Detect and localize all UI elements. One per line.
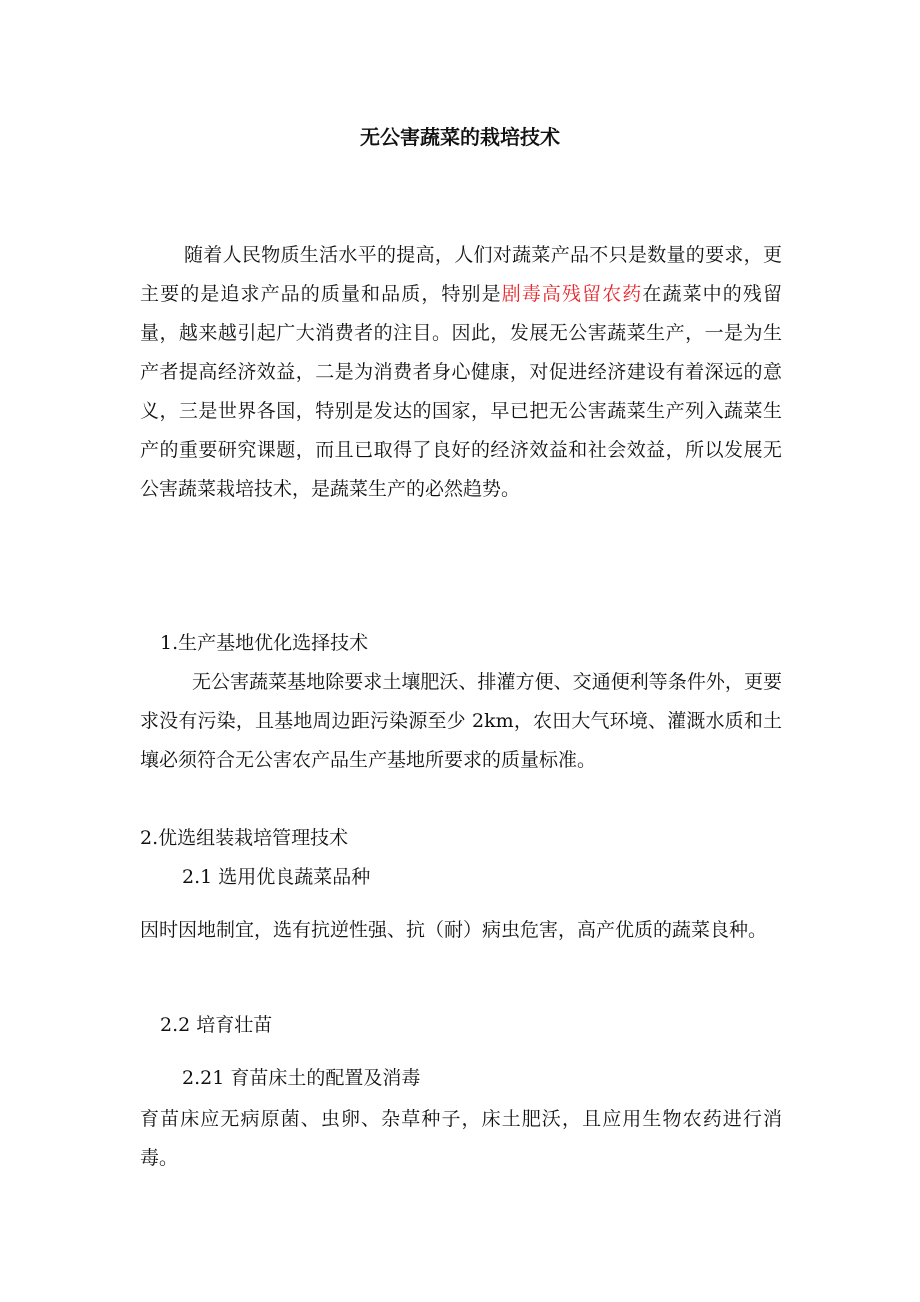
section-2-2-1-heading: 2.21 育苗床土的配置及消毒 xyxy=(182,1067,421,1089)
section-2-2-heading: 2.2 培育壮苗 xyxy=(160,1014,273,1036)
section-2-1-body: 因时因地制宜，选有抗逆性强、抗（耐）病虫危害，高产优质的蔬菜良种。 xyxy=(140,919,768,941)
intro-paragraph xyxy=(140,236,782,509)
document-title: 无公害蔬菜的栽培技术 xyxy=(360,125,560,149)
section-2-2-1-body: 育苗床应无病原菌、虫卵、杂草种子，床土肥沃，且应用生物农药进行消毒。 xyxy=(140,1108,782,1169)
section-2-heading: 2.优选组装栽培管理技术 xyxy=(140,827,349,849)
section-1-body: 无公害蔬菜基地除要求土壤肥沃、排灌方便、交通便利等条件外，更要求没有污染，且基地周边距污染源至少 2km，农田大气环境、灌溉水质和土壤必须符合无公害农产品生产基地所要求的质量标准。 xyxy=(140,671,782,771)
intro-text-before: 随着人民物质生活水平的提高，人们对蔬菜产品不只是数量的要求，更主要的是追求产品的质量和品质，特别是 xyxy=(140,244,782,305)
section-2-1-heading: 2.1 选用优良蔬菜品种 xyxy=(182,866,371,888)
intro-text-after: 在蔬菜中的残留量，越来越引起广大消费者的注目。因此，发展无公害蔬菜生产，一是为生产者提高经济效益，二是为消费者身心健康，对促进经济建设有着深远的意义，三是世界各国，特别是发达的国家，早已把无公害蔬菜生产列入蔬菜生产的重要研究课题，而且已取得了良好的经济效益和社会效益，所以发展无公害蔬菜栽培技术，是蔬菜生产的必然趋势。 xyxy=(140,283,782,500)
section-1-heading: 1.生产基地优化选择技术 xyxy=(160,632,369,654)
intro-highlight: 剧毒高残留农药 xyxy=(501,283,643,305)
